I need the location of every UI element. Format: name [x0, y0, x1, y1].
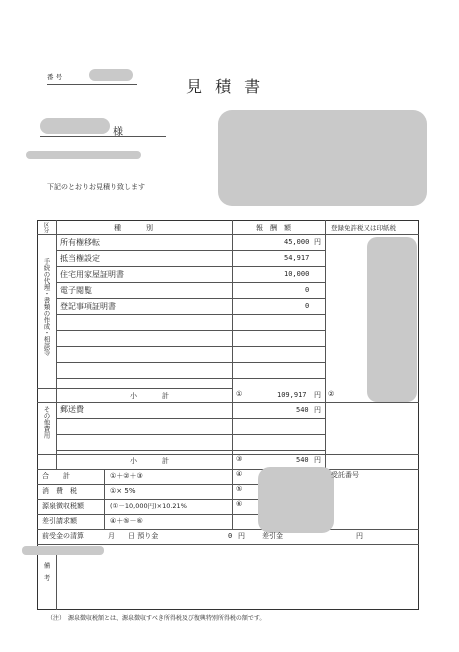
number-underline [47, 84, 137, 85]
subtotal1-mark: ① [236, 390, 243, 398]
item-name: 登記事項証明書 [60, 302, 116, 311]
subtotal1-amount: 109,917 [277, 391, 307, 399]
redacted-document-number [89, 69, 133, 81]
redacted-recipient-address [26, 151, 141, 159]
other-item-name: 郵送費 [60, 405, 84, 414]
section2-label: その他費用 [42, 406, 51, 439]
withholding-tax-formula: (①－10,000円)×10.21% [110, 502, 187, 510]
item-unit: 円 [314, 238, 321, 246]
settlement-day-deposit: 日 預り金 [128, 532, 159, 540]
settlement-diff-unit: 円 [356, 532, 363, 540]
subtotal2-label: 小 計 [130, 457, 170, 465]
document-number-label: 番 号 [47, 73, 63, 81]
item-amount: 10,000 [284, 270, 310, 278]
item-amount: 0 [305, 286, 310, 294]
settlement-amount: 0 [228, 532, 233, 540]
item-amount: 0 [305, 302, 310, 310]
section1-label: 手続の代理・書類の作成・相談等 [42, 258, 51, 356]
remarks-label: 備考 [42, 562, 51, 587]
redacted-recipient-name [40, 118, 110, 134]
subtotal2-amount: 540 [296, 456, 309, 464]
item-name: 電子閲覧 [60, 286, 92, 295]
settlement-unit: 円 [238, 532, 245, 540]
item-amount: 54,917 [284, 254, 310, 262]
item-amount: 45,000 [284, 238, 310, 246]
item-name: 抵当権設定 [60, 254, 100, 263]
greeting-text: 下記のとおりお見積り致します [47, 183, 145, 191]
subtotal1-label: 小 計 [130, 392, 170, 400]
billed-amount-formula: ④＋⑤－⑥ [110, 517, 143, 525]
consumption-tax-label: 消 費 税 [42, 487, 77, 495]
footnote: （注） 源泉徴収税額とは、源泉徴収すべき所得税及び復興特別所得税の額です。 [47, 615, 266, 622]
col-header-shubetsu: 種 別 [114, 224, 154, 232]
total-formula: ①＋②＋③ [110, 472, 143, 480]
mark-2: ② [328, 390, 335, 398]
consumption-tax-mark: ⑤ [236, 485, 243, 493]
subtotal2-mark: ③ [236, 455, 243, 463]
page-title: 見 積 書 [186, 77, 265, 96]
redacted-issuer-info [218, 110, 427, 206]
redacted-tax-amounts [367, 237, 417, 402]
total-label: 合 計 [42, 472, 70, 480]
redacted-totals [258, 467, 334, 533]
billed-amount-label: 差引請求額 [42, 517, 77, 525]
entrusted-number-label: 受託番号 [331, 471, 359, 479]
redacted-remarks-note [22, 546, 104, 555]
withholding-tax-mark: ⑥ [236, 500, 243, 508]
other-item-amount: 540 [296, 406, 309, 414]
other-item-unit: 円 [314, 406, 321, 414]
subtotal2-unit: 円 [314, 456, 321, 464]
settlement-month: 月 [108, 532, 115, 540]
total-mark: ④ [236, 470, 243, 478]
settlement-label: 前受金の清算 [42, 532, 84, 540]
item-name: 所有権移転 [60, 238, 100, 247]
consumption-tax-formula: ①× 5% [110, 487, 136, 495]
col-header-houshu: 報 酬 額 [256, 224, 291, 232]
item-name: 住宅用家屋証明書 [60, 270, 124, 279]
col-header-kubun: 区分 [42, 222, 49, 233]
col-header-tax: 登録免許税又は印紙税 [331, 224, 396, 232]
recipient-underline [40, 136, 166, 137]
subtotal1-unit: 円 [314, 391, 321, 399]
withholding-tax-label: 源泉徴収税額 [42, 502, 84, 510]
recipient-suffix: 様 [113, 127, 123, 138]
settlement-diff-label: 差引金 [262, 532, 283, 540]
